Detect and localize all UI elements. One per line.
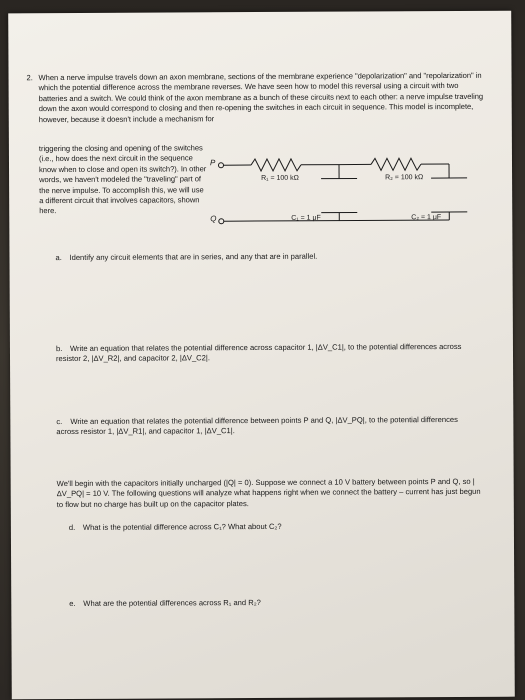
intro-text: When a nerve impulse travels down an axon membrane, sections of the membrane experience "depolarization" and "repolarization" in which the potential difference across the membrane reverses. We have seen how to model this reversal using a circuit with two batteries and a switch. We could think of the axon membrane as a bunch of these circuits next to each other: a nerve impulse traveling down the axon would correspond to closing and then re-opening the switches in each circuit in sequence. This model is incomplete, however, because it doesn't include a mechanism for (38, 70, 484, 124)
resistor-r2 (371, 158, 421, 170)
terminal-p (218, 163, 223, 168)
part-e-text: What are the potential differences across R₁ and R₂? (83, 598, 261, 608)
part-d (69, 521, 469, 533)
part-a-label: a. (55, 253, 62, 263)
setup-text: We'll begin with the capacitors initially uncharged (|Q| = 0). Suppose we connect a 10 V battery between points P and Q, so |ΔV_PQ| = 10 V. The following questions will analyze what happens right when we connect the battery – current has just begun to flow but no charge has built up on the capacitor plates. (56, 476, 481, 509)
resistor-r1 (251, 159, 301, 171)
worksheet-page (8, 11, 515, 700)
part-b-text: Write an equation that relates the potential difference across capacitor 1, |ΔV_C1|, to the potential differences across resistor 2, |ΔV_R2|, and capacitor 2, |ΔV_C2|. (55, 341, 462, 364)
point-q-label: Q (210, 214, 217, 224)
part-d-text: What is the potential difference across C₁? What about C₂? (82, 521, 282, 532)
part-c (56, 415, 476, 438)
part-d-label: d. (68, 522, 76, 533)
part-b-label: b. (55, 344, 63, 354)
part-e (69, 597, 469, 609)
r1-label: R₁ = 100 kΩ (261, 174, 299, 182)
part-b (56, 342, 470, 365)
c1-label: C₁ = 1 μF (291, 214, 321, 222)
part-c-text: Write an equation that relates the potential difference between points P and Q, |ΔV_PQ|, to the potential differences across resistor 1, |ΔV_R1|, and capacitor 1, |ΔV_C1|. (56, 414, 458, 437)
part-c-label: c. (56, 417, 63, 427)
question-number: 2. (26, 73, 33, 83)
part-e-label: e. (69, 598, 76, 609)
c2-label: C₂ = 1 μF (411, 214, 442, 222)
part-a (55, 251, 475, 264)
terminal-q (219, 219, 224, 224)
part-a-text: Identify any circuit elements that are in series, and any that are in parallel. (69, 251, 318, 263)
intro-continued-text: triggering the closing and opening of the switches (i.e., how does the next circuit in the sequence know when to close and open its switch?). In other words, we haven't modeled the "traveling" part of the nerve impulse. To accomplish this, we will use a different circuit that involves capacitors, shown here. (38, 143, 207, 216)
point-p-label: P (209, 158, 216, 168)
capacitor-circuit-diagram (209, 148, 479, 239)
r2-label: R₂ = 100 kΩ (385, 174, 424, 182)
